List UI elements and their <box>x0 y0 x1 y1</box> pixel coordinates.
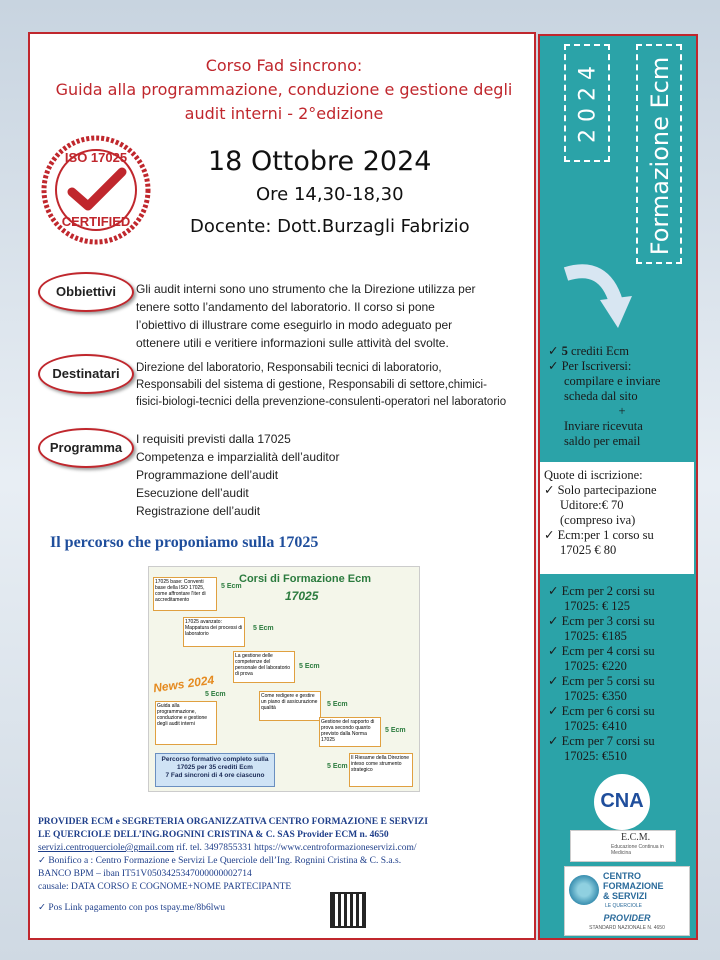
course-time: Ore 14,30-18,30 <box>256 184 404 205</box>
provider-info <box>38 816 528 915</box>
programma-label: Programma <box>49 440 123 455</box>
flyer-step-credits: 5 Ecm <box>299 663 320 670</box>
price-item <box>548 614 696 644</box>
price-text: Ecm per 2 corsi su <box>561 584 655 598</box>
bank-text: BANCO BPM – iban IT51V0503425347000000002714 <box>38 869 252 879</box>
provider-word: PROVIDER <box>603 913 651 923</box>
flyer-step-text: Come redigere e gestire un piano di assicurazione qualità <box>261 693 318 711</box>
flyer-step-credits: 5 Ecm <box>205 691 226 698</box>
price-value: 17025: €510 <box>564 749 627 763</box>
email-link[interactable]: servizi.centroquerciole@gmail.com <box>38 843 174 853</box>
price-text: Ecm per 5 corsi su <box>561 674 655 688</box>
price-value: 17025: €220 <box>564 659 627 673</box>
obiettivi-line: tenere sotto l’andamento del laboratorio. Il corso si pone <box>136 300 435 314</box>
year-box <box>564 44 610 162</box>
iscrizione-text: scheda dal sito <box>564 389 638 403</box>
cna-logo-text: CNA <box>600 790 644 812</box>
price-value: 17025: €185 <box>564 629 627 643</box>
course-path-flyer <box>148 566 420 792</box>
obiettivi-label: Obbiettivi <box>56 284 116 299</box>
quote-item <box>544 528 694 543</box>
price-item <box>548 674 696 704</box>
price-text: Ecm per 4 corsi su <box>561 644 655 658</box>
check-icon: ✓ <box>548 734 562 748</box>
flyer-step <box>155 701 217 745</box>
price-value: 17025: €350 <box>564 689 627 703</box>
title-line-1: Corso Fad sincrono: <box>205 56 363 75</box>
iscrizione-text: Per Iscriversi: <box>561 359 632 373</box>
iso-certified-badge <box>40 134 152 246</box>
flyer-subtitle: 17025 <box>285 589 319 603</box>
formazione-text: Formazione Ecm <box>646 56 674 256</box>
flyer-step-text: Guida alla programmazione, conduzione e gestione degli audit interni <box>157 703 208 727</box>
check-icon: ✓ <box>548 644 562 658</box>
title-line-2: Guida alla programmazione, conduzione e gestione degli <box>55 80 513 99</box>
ecm-logo <box>570 830 676 862</box>
price-value: 17025: € 125 <box>564 599 630 613</box>
flyer-step <box>183 617 245 647</box>
provider-name <box>603 871 664 901</box>
flyer-summary-line: 7 Fad sincroni di 4 ore ciascuno <box>165 772 265 779</box>
flyer-summary-line: 17025 per 35 crediti Ecm <box>177 764 253 771</box>
plus-sign: + <box>618 404 626 418</box>
flyer-step <box>259 691 321 721</box>
flyer-step-text: 17025 base: Conventi base della ISO 17025, come affrontare l'iter di accreditamento <box>155 579 206 603</box>
obiettivi-line: Gli audit interni sono uno strumento che la Direzione utilizza per <box>136 282 476 296</box>
destinatari-label-pill <box>38 354 134 394</box>
flyer-step <box>319 717 381 747</box>
ecm-logo-text: E.C.M. <box>621 832 651 843</box>
bonifico-text: Bonifico a : Centro Formazione e Servizi Le Querciole dell’Ing. Rognini Cristina & C. S.a.s. <box>48 856 402 866</box>
check-icon: ✓ <box>38 856 49 866</box>
flyer-step <box>153 577 217 611</box>
flyer-news: News 2024 <box>152 672 216 696</box>
ricevuta-text: Inviare ricevuta <box>564 419 643 433</box>
title-line-3: audit interni - 2°edizione <box>184 104 384 123</box>
destinatari-text <box>136 360 536 411</box>
flyer-summary-line: Percorso formativo completo sulla <box>161 756 269 763</box>
destinatari-label: Destinatari <box>52 366 120 381</box>
price-text: Ecm per 7 corsi su <box>561 734 655 748</box>
flyer-step-text: Gestione del rapporto di prova secondo quanto previsto dalla Norma 17025 <box>321 719 375 743</box>
provider-name-line: & SERVIZI <box>603 891 647 901</box>
flyer-step-text: La gestione delle competenze del personale del laboratorio di prova <box>235 653 291 677</box>
price-text: Ecm per 6 corsi su <box>561 704 655 718</box>
destinatari-line: fisici-biologi-tecnici della prevenzione-consulenti-operatori nel laboratorio <box>136 396 507 408</box>
destinatari-line: Direzione del laboratorio, Responsabili tecnici di laboratorio, <box>136 362 442 374</box>
price-item <box>548 704 696 734</box>
flyer-step-credits: 5 Ecm <box>253 625 274 632</box>
check-icon: ✓ <box>544 483 558 497</box>
credits-line <box>548 344 696 359</box>
provider-logo <box>564 866 690 936</box>
provider-name-line: FORMAZIONE <box>603 881 664 891</box>
destinatari-line: Responsabili del sistema di gestione, Responsabili di settore,chimici- <box>136 379 487 391</box>
provider-standard: STANDARD NAZIONALE N. 4650 <box>589 925 665 931</box>
cna-logo <box>594 774 650 830</box>
iscrizione-text: compilare e inviare <box>564 374 661 388</box>
provider-subname: LE QUERCIOLE <box>605 903 642 909</box>
percorso-heading: Il percorso che proponiamo sulla 17025 <box>50 534 319 551</box>
provider-emblem-icon <box>569 875 599 905</box>
flyer-step-credits: 5 Ecm <box>385 727 406 734</box>
check-icon: ✓ <box>548 614 562 628</box>
provider-name-line: CENTRO <box>603 871 641 881</box>
price-item <box>548 644 696 674</box>
check-icon: ✓ <box>548 704 562 718</box>
obiettivi-text <box>136 280 532 352</box>
programma-item: Competenza e imparzialità dell’auditor <box>136 450 340 464</box>
credits-number: 5 <box>561 344 568 358</box>
programma-item: Esecuzione dell’audit <box>136 486 249 500</box>
obiettivi-line: l’obiettivo di illustrare come eseguirlo in modo adeguato per <box>136 318 453 332</box>
price-value: 17025: €410 <box>564 719 627 733</box>
check-icon: ✓ <box>38 903 49 913</box>
ricevuta-text: saldo per email <box>564 434 641 448</box>
check-icon: ✓ <box>544 528 558 542</box>
check-icon: ✓ <box>548 344 562 358</box>
course-teacher: Docente: Dott.Burzagli Fabrizio <box>190 216 470 237</box>
provider-line: LE QUERCIOLE DELL’ING.ROGNINI CRISTINA & C. SAS Provider ECM n. 4650 <box>38 830 389 840</box>
programma-item: I requisiti previsti dalla 17025 <box>136 432 291 446</box>
quote-text: Solo partecipazione <box>557 483 657 497</box>
pos-text[interactable]: Pos Link pagamento con pos tspay.me/8b6lwu <box>48 903 226 913</box>
ecm-logo-subtext: Educazione Continua in Medicina <box>611 844 664 856</box>
badge-bottom-text: CERTIFIED <box>61 214 131 229</box>
programma-label-pill <box>38 428 134 468</box>
flyer-step-credits: 5 Ecm <box>221 583 242 590</box>
flyer-title: Corsi di Formazione Ecm <box>239 573 372 585</box>
quote-text: Ecm:per 1 corso su <box>557 528 654 542</box>
quote-box <box>540 462 694 574</box>
quote-title: Quote di iscrizione: <box>544 468 643 482</box>
quote-text: Uditore:€ 70 <box>560 498 624 512</box>
price-item <box>548 734 696 764</box>
credits-label: crediti Ecm <box>567 344 629 358</box>
contact-line <box>38 842 528 855</box>
formazione-box <box>636 44 682 264</box>
programma-item: Programmazione dell’audit <box>136 468 279 482</box>
causale-text: causale: DATA CORSO E COGNOME+NOME PARTECIPANTE <box>38 882 292 892</box>
badge-top-text: ISO 17025 <box>64 150 128 165</box>
check-icon: ✓ <box>548 674 562 688</box>
programma-item: Registrazione dell’audit <box>136 504 261 518</box>
obiettivi-label-pill <box>38 272 134 312</box>
flyer-step <box>233 651 295 683</box>
provider-line: PROVIDER ECM e SEGRETERIA ORGANIZZATIVA CENTRO FORMAZIONE E SERVIZI <box>38 817 428 827</box>
quote-text: 17025 € 80 <box>560 543 617 557</box>
main-panel <box>28 32 536 940</box>
bonifico-line <box>38 855 528 868</box>
credits-info <box>548 344 696 449</box>
check-icon: ✓ <box>548 359 562 373</box>
curved-arrow-icon <box>560 256 640 341</box>
flyer-step-text: 17025 avanzato: Mappatura dei processi di laboratorio <box>185 619 243 637</box>
programma-list <box>136 430 516 520</box>
year-text: 2 0 2 4 <box>575 66 601 143</box>
flyer-step-credits: 5 Ecm <box>327 763 348 770</box>
quote-content <box>544 468 694 558</box>
flyer-step-text: Il Riesame della Direzione inteso come strumento strategico <box>351 755 410 773</box>
qr-code[interactable] <box>330 892 366 928</box>
prices-list <box>548 584 696 764</box>
flyer-summary-box <box>155 753 275 787</box>
price-item <box>548 584 696 614</box>
obiettivi-line: ottenere utili e veritiere informazioni sulle attività del svolte. <box>136 336 449 350</box>
iscrizione-line <box>548 359 696 374</box>
check-icon: ✓ <box>548 584 562 598</box>
contact-text: rif. tel. 3497855331 https://www.centroformazioneservizi.com/ <box>173 843 417 853</box>
course-date: 18 Ottobre 2024 <box>208 146 432 177</box>
quote-text: (compreso iva) <box>560 513 636 527</box>
quote-item <box>544 483 694 498</box>
flyer-step-credits: 5 Ecm <box>327 701 348 708</box>
pos-line <box>38 902 528 915</box>
price-text: Ecm per 3 corsi su <box>561 614 655 628</box>
flyer-step <box>349 753 413 787</box>
